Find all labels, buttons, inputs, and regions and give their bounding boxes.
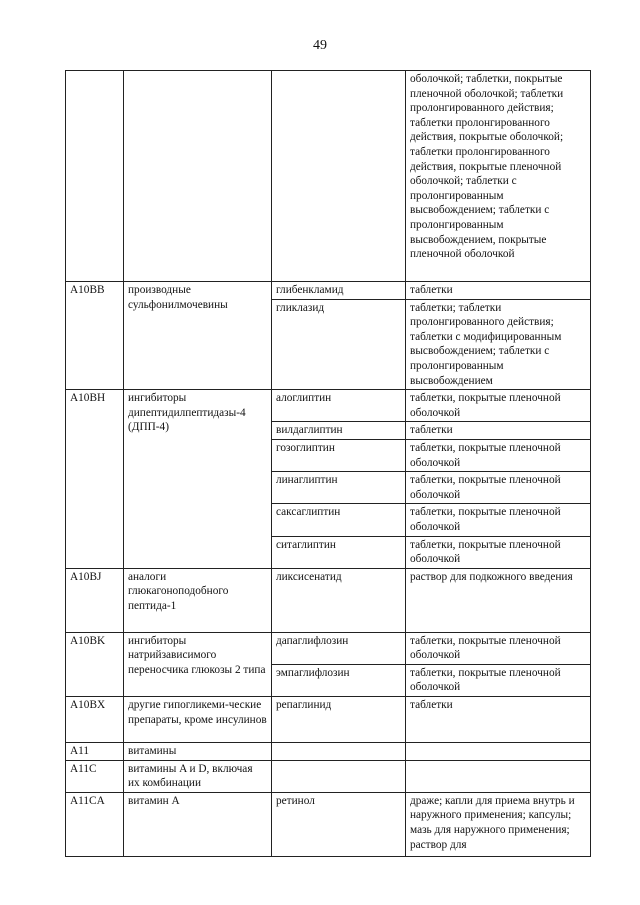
group-cell: витамины	[124, 743, 272, 761]
substance-cell: алоглиптин	[272, 390, 406, 422]
atc-code-cell: A10BB	[66, 282, 124, 390]
group-cell: другие гипогликеми-ческие препараты, кроме инсулинов	[124, 697, 272, 743]
atc-code-cell: A11CA	[66, 792, 124, 856]
dosage-form-cell: оболочкой; таблетки, покрытые пленочной оболочкой; таблетки пролонгированного действия; таблетки пролонгированного действия, покрытые оболочкой; таблетки пролонгированного действия, покрытые пленочной оболочкой; таблетки с пролонгированным высвобождением; таблетки с пролонгированным высвобождением, покрытые пленочной оболочкой	[406, 71, 591, 282]
table-row	[66, 760, 591, 792]
substance-cell: гликлазид	[272, 299, 406, 390]
table-row	[66, 390, 591, 422]
dosage-form-cell: таблетки, покрытые пленочной оболочкой	[406, 472, 591, 504]
dosage-form-cell: таблетки, покрытые пленочной оболочкой	[406, 632, 591, 664]
substance-cell: глибенкламид	[272, 282, 406, 300]
substance-cell: вилдаглиптин	[272, 422, 406, 440]
dosage-form-cell	[406, 743, 591, 761]
substance-cell: репаглинид	[272, 697, 406, 743]
table-row	[66, 632, 591, 664]
atc-code-cell: A11	[66, 743, 124, 761]
substance-cell: эмпаглифлозин	[272, 664, 406, 696]
substance-cell: саксаглиптин	[272, 504, 406, 536]
dosage-form-cell: драже; капли для приема внутрь и наружного применения; капсулы; мазь для наружного применения; раствор для	[406, 792, 591, 856]
atc-code-cell: A11C	[66, 760, 124, 792]
dosage-form-cell: таблетки; таблетки пролонгированного действия; таблетки с модифицированным высвобождением; таблетки с пролонгированным высвобождением	[406, 299, 591, 390]
atc-code-cell: A10BH	[66, 390, 124, 569]
dosage-form-cell	[406, 760, 591, 792]
substance-cell: ликсисенатид	[272, 568, 406, 632]
dosage-form-cell: таблетки, покрытые пленочной оболочкой	[406, 439, 591, 471]
dosage-form-cell: таблетки, покрытые пленочной оболочкой	[406, 390, 591, 422]
dosage-form-cell: раствор для подкожного введения	[406, 568, 591, 632]
substance-cell	[272, 743, 406, 761]
dosage-form-cell: таблетки, покрытые пленочной оболочкой	[406, 504, 591, 536]
group-cell: аналоги глюкагоноподобного пептида-1	[124, 568, 272, 632]
page-number: 49	[313, 38, 327, 53]
group-cell: витамины A и D, включая их комбинации	[124, 760, 272, 792]
substance-cell: ситаглиптин	[272, 536, 406, 568]
drug-table	[65, 70, 591, 857]
group-cell: ингибиторы натрийзависимого переносчика глюкозы 2 типа	[124, 632, 272, 696]
table-row	[66, 743, 591, 761]
atc-code-cell: A10BK	[66, 632, 124, 696]
atc-code-cell: A10BJ	[66, 568, 124, 632]
dosage-form-cell: таблетки	[406, 282, 591, 300]
table-row	[66, 568, 591, 632]
dosage-form-cell: таблетки, покрытые пленочной оболочкой	[406, 536, 591, 568]
substance-cell: линаглиптин	[272, 472, 406, 504]
substance-cell: ретинол	[272, 792, 406, 856]
atc-code-cell	[66, 71, 124, 282]
substance-cell	[272, 760, 406, 792]
table-row	[66, 697, 591, 743]
group-cell	[124, 71, 272, 282]
substance-cell	[272, 71, 406, 282]
substance-cell: гозоглиптин	[272, 439, 406, 471]
dosage-form-cell: таблетки, покрытые пленочной оболочкой	[406, 664, 591, 696]
dosage-form-cell: таблетки	[406, 697, 591, 743]
table-row	[66, 792, 591, 856]
table-row	[66, 71, 591, 282]
group-cell: ингибиторы дипептидилпептидазы-4 (ДПП-4)	[124, 390, 272, 569]
substance-cell: дапаглифлозин	[272, 632, 406, 664]
group-cell: витамин A	[124, 792, 272, 856]
dosage-form-cell: таблетки	[406, 422, 591, 440]
table-row	[66, 282, 591, 300]
group-cell: производные сульфонилмочевины	[124, 282, 272, 390]
atc-code-cell: A10BX	[66, 697, 124, 743]
